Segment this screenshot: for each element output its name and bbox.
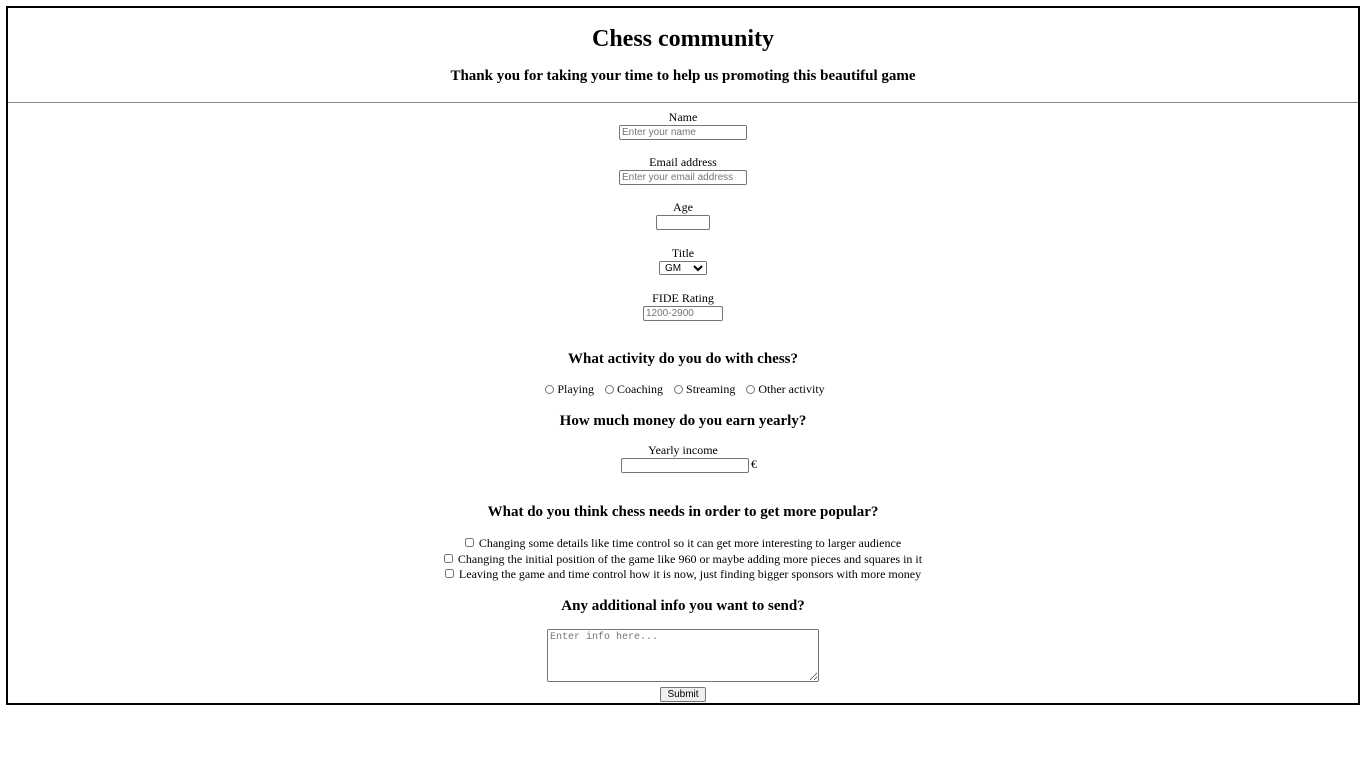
popularity-checkbox-sponsors[interactable] [445, 569, 454, 578]
popularity-label-sponsors: Leaving the game and time control how it is now, just finding bigger sponsors with more money [458, 567, 922, 581]
popularity-label-time-control: Changing some details like time control so it can get more interesting to larger audience [478, 536, 902, 550]
income-input[interactable] [621, 458, 749, 473]
survey-form [8, 110, 1358, 702]
popularity-question: What do you think chess needs in order to get more popular? [487, 504, 879, 520]
popularity-option-row [8, 567, 1358, 583]
rating-field-group [8, 291, 1358, 321]
activity-radio-playing[interactable] [545, 385, 554, 394]
name-input[interactable] [619, 125, 747, 140]
age-label: Age [673, 200, 693, 214]
email-input[interactable] [619, 170, 747, 185]
page-subtitle: Thank you for taking your time to help us promoting this beautiful game [450, 68, 916, 84]
activity-radio-coaching[interactable] [605, 385, 614, 394]
activity-radio-other[interactable] [746, 385, 755, 394]
activity-label-playing: Playing [557, 382, 595, 396]
age-field-group [8, 200, 1358, 230]
activity-label-other: Other activity [758, 382, 825, 396]
name-label: Name [668, 110, 698, 124]
activity-radio-streaming[interactable] [674, 385, 683, 394]
popularity-checkbox-group [8, 536, 1358, 583]
page-frame [6, 6, 1360, 705]
income-question: How much money do you earn yearly? [559, 413, 807, 429]
title-label: Title [671, 246, 695, 260]
title-field-group [8, 246, 1358, 275]
income-field-group [8, 443, 1358, 473]
additional-info-group [8, 629, 1358, 686]
email-field-group [8, 155, 1358, 185]
submit-button[interactable]: Submit [660, 687, 705, 702]
activity-radio-group [8, 382, 1358, 396]
rating-label: FIDE Rating [652, 291, 714, 305]
rating-input[interactable] [643, 306, 723, 321]
popularity-checkbox-time-control[interactable] [465, 538, 474, 547]
activity-label-streaming: Streaming [686, 382, 736, 396]
title-select[interactable] [659, 261, 707, 275]
income-label: Yearly income [648, 443, 718, 457]
additional-question: Any additional info you want to send? [561, 597, 805, 614]
age-input[interactable] [656, 215, 710, 230]
email-label: Email address [649, 155, 717, 169]
popularity-checkbox-initial-position[interactable] [444, 554, 453, 563]
submit-group [8, 686, 1358, 702]
activity-question: What activity do you do with chess? [567, 351, 799, 367]
page-title: Chess community [591, 26, 774, 52]
activity-label-coaching: Coaching [617, 382, 664, 396]
name-field-group [8, 110, 1358, 140]
page-header [8, 8, 1358, 103]
currency-symbol: € [751, 457, 757, 471]
popularity-option-row [8, 552, 1358, 568]
additional-info-textarea[interactable] [547, 629, 819, 682]
popularity-option-row [8, 536, 1358, 552]
popularity-label-initial-position: Changing the initial position of the game like 960 or maybe adding more pieces and squares in it [457, 551, 923, 566]
